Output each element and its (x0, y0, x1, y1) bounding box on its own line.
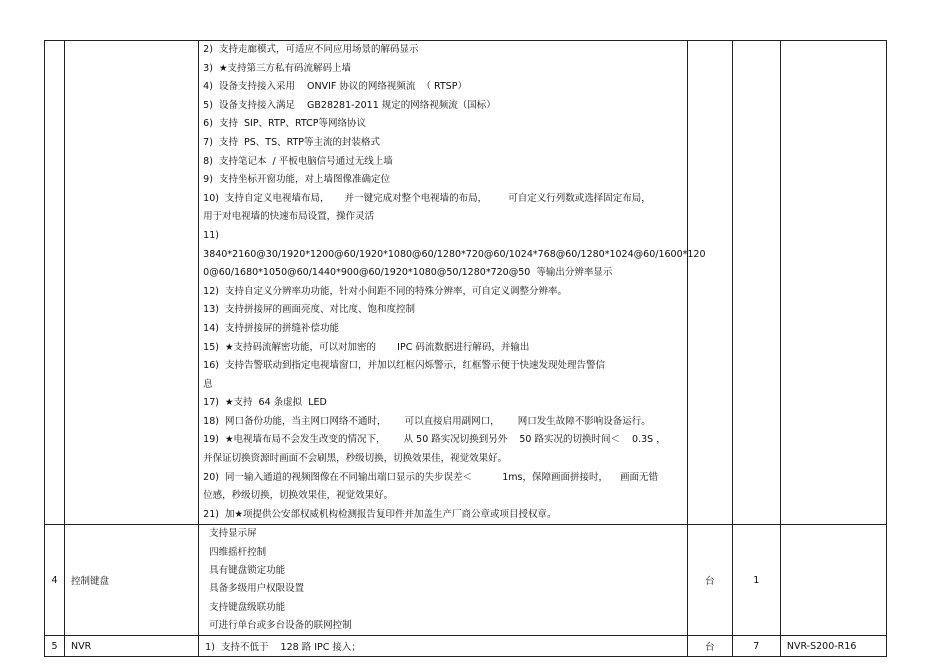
spec-line: 15) ★支持码流解密功能，可以对加密的 IPC 码流数据进行解码，并输出 (203, 341, 530, 353)
cell-spec (199, 41, 706, 525)
cell-qty: 1 (732, 525, 780, 636)
cell-unit: 台 (687, 525, 732, 636)
spec-line: 12) 支持自定义分辨率功功能，针对小间距不同的特殊分辨率，可自定义调整分辨率。 (203, 285, 568, 297)
spec-line: 19) ★电视墙布局不会发生改变的情况下， 从 50 路实况切换到另外 50 路实况的切换时间＜ 0.3S ， (203, 434, 666, 446)
spec-line: 0@60/1680*1050@60/1440*900@60/1920*1080@50/1280*720@50 等输出分辨率显示 (203, 267, 613, 279)
spec-line: 4) 设备支持接入采用 ONVIF 协议的网络视频流 （ RTSP） (203, 81, 467, 93)
cell-qty (732, 41, 780, 525)
cell-spec (199, 525, 688, 636)
spec-line: 10) 支持自定义电视墙布局， 并一键完成对整个电视墙的布局， 可自定义行列数或选择固定布局， (203, 192, 651, 204)
spec-line: 3) ★支持第三方私有码流解码上墙 (203, 62, 351, 74)
spec-line: 可进行单台或多台设备的联网控制 (209, 619, 352, 631)
spec-line: 9) 支持坐标开窗功能，对上墙图像准确定位 (203, 174, 390, 186)
spec-table (44, 40, 887, 657)
spec-line: 14) 支持拼接屏的拼缝补偿功能 (203, 322, 340, 334)
cell-unit (687, 41, 732, 525)
cell-qty: 7 (732, 636, 780, 657)
spec-line: 5) 设备支持接入满足 GB28281-2011 规定的网络视频流（国标） (203, 99, 496, 111)
spec-line: 用于对电视墙的快速布局设置，操作灵活 (203, 211, 375, 223)
table-row-nvr (45, 636, 887, 657)
spec-line: 具备多级用户权限设置 (209, 583, 305, 595)
spec-line: 位感，秒级切换，切换效果佳，视觉效果好。 (203, 490, 394, 502)
spec-line: 8) 支持笔记本 / 平板电脑信号通过无线上墙 (203, 155, 393, 167)
spec-line: 16) 支持告警联动到指定电视墙窗口，并加以红框闪烁警示，红框警示便于快速发现处理告警信 (203, 360, 606, 372)
cell-name: 控制键盘 (65, 525, 199, 636)
cell-name (65, 41, 199, 525)
table-row-keyboard (45, 525, 887, 636)
cell-no: 5 (45, 636, 65, 657)
spec-line: 20) 同一输入通道的视频图像在不同输出端口显示的失步误差＜ 1ms，保障画面拼接时， 画面无错 (203, 471, 659, 483)
cell-model (780, 41, 886, 525)
spec-line: 11) (203, 229, 219, 241)
cell-name: NVR (65, 636, 199, 657)
spec-line: 17) ★支持 64 条虚拟 LED (203, 397, 327, 409)
spec-line: 支持显示屏 (209, 528, 257, 540)
spec-line: 21) 加★项提供公安部权威机构检测报告复印件并加盖生产厂商公章或项目授权章。 (203, 508, 557, 520)
spec-line: 6) 支持 SIP、RTP、RTCP等网络协议 (203, 118, 367, 130)
spec-line: 具有键盘锁定功能 (209, 565, 286, 577)
cell-model (780, 525, 886, 636)
table-row-continued (45, 41, 887, 525)
cell-model: NVR-S200-R16 (780, 636, 886, 657)
cell-no: 4 (45, 525, 65, 636)
cell-spec: 1) 支持不低于 128 路 IPC 接入； (199, 636, 688, 657)
spec-line: 四维摇杆控制 (209, 546, 267, 558)
spec-line: 3840*2160@30/1920*1200@60/1920*1080@60/1280*720@60/1024*768@60/1280*1024@60/1600*120 (203, 248, 706, 260)
spec-line: 7) 支持 PS、TS、RTP等主流的封装格式 (203, 136, 381, 148)
spec-line: 13) 支持拼接屏的画面亮度、对比度、饱和度控制 (203, 304, 416, 316)
spec-line: 2) 支持走廊模式，可适应不同应用场景的解码显示 (203, 44, 419, 55)
spec-line: 并保证切换资源时画面不会刷黑，秒级切换，切换效果佳，视觉效果好。 (203, 453, 508, 465)
spec-line: 18) 网口备份功能，当主网口网络不通时， 可以直接启用副网口， 网口发生故障不影响设备运行。 (203, 415, 651, 427)
spec-line: 息 (203, 378, 213, 390)
spec-line: 支持键盘级联功能 (209, 601, 286, 613)
cell-unit: 台 (687, 636, 732, 657)
cell-no (45, 41, 65, 525)
